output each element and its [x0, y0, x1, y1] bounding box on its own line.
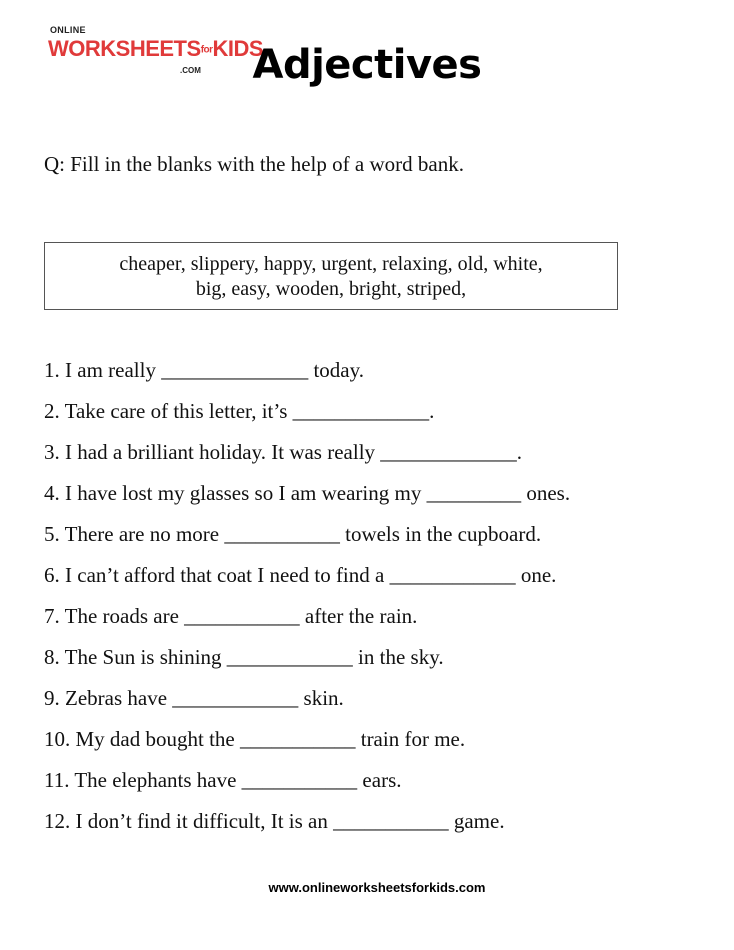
- question-item: 7. The roads are ___________ after the rain.: [44, 604, 418, 628]
- question-item: 3. I had a brilliant holiday. It was really _____________.: [44, 440, 523, 464]
- logo-top-text: ONLINE: [50, 25, 86, 35]
- page-title-text: Adjectives: [252, 42, 482, 88]
- question-item: 1. I am really ______________ today.: [44, 358, 364, 382]
- footer-url: www.onlineworksheetsforkids.com: [268, 880, 486, 895]
- logo-kids: KIDS: [212, 36, 264, 61]
- question-item: 9. Zebras have ____________ skin.: [44, 686, 344, 710]
- question-item: 12. I don’t find it difficult, It is an ___________ game.: [44, 809, 505, 833]
- word-bank-box: [44, 242, 618, 310]
- logo-com-text: .COM: [180, 66, 201, 75]
- question-item: 4. I have lost my glasses so I am wearing my _________ ones.: [44, 481, 571, 505]
- logo-for: for: [200, 44, 213, 56]
- word-bank-line-2: big, easy, wooden, bright, striped,: [195, 278, 467, 300]
- question-item: 11. The elephants have ___________ ears.: [44, 768, 402, 792]
- question-item: 5. There are no more ___________ towels in the cupboard.: [44, 522, 542, 546]
- word-bank-line-1: cheaper, slippery, happy, urgent, relaxing, old, white,: [119, 253, 543, 275]
- question-item: 6. I can’t afford that coat I need to find a ____________ one.: [44, 563, 557, 587]
- question-item: 10. My dad bought the ___________ train for me.: [44, 727, 466, 751]
- question-item: 8. The Sun is shining ____________ in the sky.: [44, 645, 444, 669]
- page-title: [0, 42, 734, 88]
- logo-worksheets: WORKSHEETS: [48, 36, 201, 61]
- question-prompt: Q: Fill in the blanks with the help of a word bank.: [44, 152, 464, 176]
- question-list: [44, 354, 570, 846]
- question-item: 2. Take care of this letter, it’s _____________.: [44, 399, 435, 423]
